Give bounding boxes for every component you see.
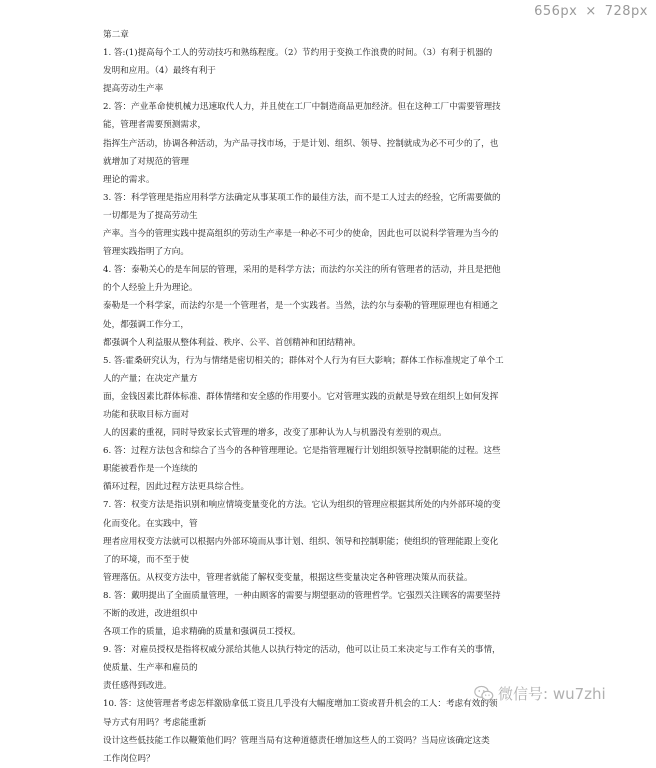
text-line: 人的因素的重视，同时导致家长式管理的增多，改变了那种认为人与机器没有差别的观点。 bbox=[103, 428, 447, 439]
text-line: 管理实践指明了方向。 bbox=[103, 247, 189, 258]
wechat-icon bbox=[474, 685, 494, 702]
text-line: 一切都是为了提高劳动生 bbox=[103, 210, 198, 221]
image-size-label bbox=[534, 4, 648, 19]
text-line: 化而变化。在实践中，管 bbox=[103, 518, 198, 529]
text-line: 能，管理者需要预测需求， bbox=[103, 120, 207, 131]
text-line: 功能和获取目标方面对 bbox=[103, 409, 189, 420]
text-line: 的个人经验上升为理论。 bbox=[103, 283, 198, 294]
text-line: 9. 答：对雇员授权是指将权威分派给其他人以执行特定的活动，他可以让员工来决定与工作有关的事情， bbox=[103, 645, 501, 656]
text-line: 使质量、生产率和雇员的 bbox=[103, 663, 198, 674]
text-line: 理论的需求。 bbox=[103, 174, 155, 185]
text-line: 处，都强调工作分工， bbox=[103, 319, 189, 330]
text-line: 各项工作的质量，追求精确的质量和强调员工授权。 bbox=[103, 627, 301, 638]
text-line: 就增加了对规范的管理 bbox=[103, 156, 189, 167]
text-line: 10. 答：这使管理者考虑怎样激励拿低工资且几乎没有大幅度增加工资或晋升机会的工人：考虑有效的领 bbox=[103, 699, 498, 710]
text-line: 4. 答：泰勒关心的是车间层的管理，采用的是科学方法；而法约尔关注的所有管理者的活动，并且是把他 bbox=[103, 265, 501, 276]
text-line: 不断的改进，改进组织中 bbox=[103, 609, 198, 619]
wechat-watermark bbox=[474, 683, 606, 704]
text-line: 发明和应用。（4）最终有利于 bbox=[103, 66, 216, 77]
text-line: 7. 答：权变方法是指识别和响应情境变量变化的方法。它认为组织的管理应根据其所处的内外部环境的变 bbox=[103, 500, 501, 511]
text-line: 管理落伍。从权变方法中，管理者就能了解权变变量，根据这些变量决定各种管理决策从而获益。 bbox=[103, 572, 473, 583]
size-times-symbol: × bbox=[585, 4, 597, 19]
image-width-label: 656px bbox=[534, 4, 578, 19]
watermark-text: 微信号: wu7zhi bbox=[498, 685, 606, 703]
text-line: 泰勒是一个科学家，而法约尔是一个管理者，是一个实践者。当然，法约尔与泰勒的管理原理也有相通之 bbox=[103, 301, 499, 312]
text-line: 指挥生产活动，协调各种活动，为产品寻找市场，于是计划、组织、领导、控制就成为必不可少的了，也 bbox=[103, 138, 499, 149]
text-line: 8. 答：戴明提出了全面质量管理，一种由顾客的需要与期望驱动的管理哲学。它强烈关注顾客的需要坚持 bbox=[103, 590, 501, 601]
text-line: 6. 答：过程方法包含和综合了当今的各种管理理论。它是指管理履行计划组织领导控制职能的过程。这些 bbox=[103, 446, 501, 457]
text-line: 责任感得到改进。 bbox=[103, 681, 172, 692]
document-body bbox=[103, 26, 558, 768]
text-line: 循环过程，因此过程方法更具综合性。 bbox=[103, 482, 250, 493]
image-height-label: 728px bbox=[604, 4, 648, 19]
text-line: 职能被看作是一个连续的 bbox=[103, 464, 198, 475]
text-line: 了的环境，而不至于使 bbox=[103, 554, 189, 565]
text-line: 产率。当今的管理实践中提高组织的劳动生产率是一种必不可少的使命，因此也可以说科学管理为当今的 bbox=[103, 229, 499, 240]
text-line: 导方式有用吗？考虑能重新 bbox=[103, 717, 207, 728]
text-line: 2. 答：产业革命使机械力迅速取代人力，并且使在工厂中制造商品更加经济。但在这种工厂中需要管理技 bbox=[103, 102, 501, 113]
text-line: 设计这些低技能工作以鞭策他们吗？管理当局有这种道德责任增加这些人的工资吗？当局应该确定这类 bbox=[103, 735, 490, 746]
text-line: 理者应用权变方法就可以根据内外部环境而从事计划、组织、领导和控制职能；使组织的管理能跟上变化 bbox=[103, 536, 499, 547]
text-line: 都强调个人利益服从整体利益、秩序、公平、首创精神和团结精神。 bbox=[103, 337, 361, 348]
text-line: 3. 答：科学管理是指应用科学方法确定从事某项工作的最佳方法，而不是工人过去的经验，它所需要做的 bbox=[103, 192, 501, 203]
text-line: 工作岗位吗？ bbox=[103, 753, 155, 764]
text-line: 1. 答:(1)提高每个工人的劳动技巧和熟练程度。（2）节约用于变换工作浪费的时间。（3）有利于机器的 bbox=[103, 48, 493, 59]
text-line: 提高劳动生产率 bbox=[103, 84, 164, 95]
text-line: 面，金钱因素比群体标准、群体情绪和安全感的作用要小。它对管理实践的贡献是导致在组织上如何发挥 bbox=[103, 391, 499, 402]
text-line: 人的产量；在决定产量方 bbox=[103, 373, 198, 384]
chapter-title: 第二章 bbox=[103, 30, 129, 40]
text-line: 5. 答:霍桑研究认为，行为与情绪是密切相关的；群体对个人行为有巨大影响；群体工作标准规定了单个工 bbox=[103, 355, 504, 366]
